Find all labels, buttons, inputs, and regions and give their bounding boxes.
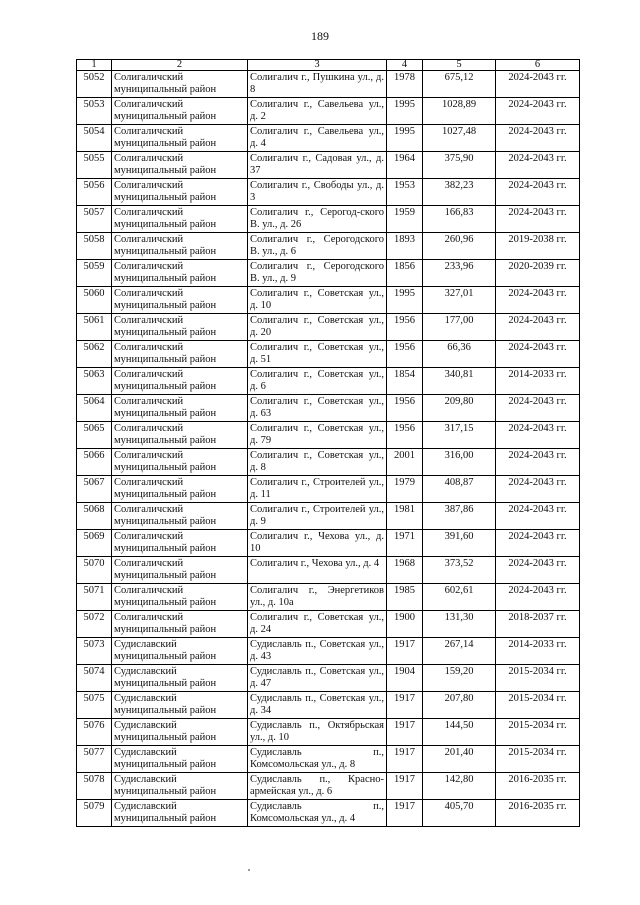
- table-row: [77, 692, 580, 719]
- period-cell: 2019-2038 гг.: [496, 233, 580, 260]
- address-cell: Солигалич г., Савельева ул., д. 4: [248, 125, 387, 152]
- area-cell: 408,87: [423, 476, 496, 503]
- table-row: [77, 152, 580, 179]
- area-cell: 316,00: [423, 449, 496, 476]
- year-cell: 1978: [387, 71, 423, 98]
- page-number: 189: [311, 29, 329, 43]
- header-col-2: 2: [112, 60, 248, 71]
- row-number: 5055: [77, 152, 112, 179]
- address-cell: Судиславль п., Комсомольская ул., д. 8: [248, 746, 387, 773]
- area-cell: 131,30: [423, 611, 496, 638]
- district-cell: Судиславский муниципальный район: [112, 719, 248, 746]
- area-cell: 387,86: [423, 503, 496, 530]
- district-cell: Солигаличский муниципальный район: [112, 449, 248, 476]
- year-cell: 1956: [387, 341, 423, 368]
- area-cell: 260,96: [423, 233, 496, 260]
- table-row: [77, 557, 580, 584]
- area-cell: 201,40: [423, 746, 496, 773]
- row-number: 5062: [77, 341, 112, 368]
- year-cell: 1968: [387, 557, 423, 584]
- row-number: 5072: [77, 611, 112, 638]
- address-cell: Солигалич г., Советская ул., д. 10: [248, 287, 387, 314]
- area-cell: 144,50: [423, 719, 496, 746]
- row-number: 5067: [77, 476, 112, 503]
- area-cell: 373,52: [423, 557, 496, 584]
- period-cell: 2024-2043 гг.: [496, 125, 580, 152]
- row-number: 5069: [77, 530, 112, 557]
- year-cell: 1917: [387, 773, 423, 800]
- table-row: [77, 260, 580, 287]
- table-row: [77, 314, 580, 341]
- area-cell: 382,23: [423, 179, 496, 206]
- area-cell: 142,80: [423, 773, 496, 800]
- header-col-5: 5: [423, 60, 496, 71]
- table-row: [77, 719, 580, 746]
- district-cell: Солигаличский муниципальный район: [112, 287, 248, 314]
- period-cell: 2016-2035 гг.: [496, 773, 580, 800]
- district-cell: Солигаличский муниципальный район: [112, 422, 248, 449]
- table-row: [77, 611, 580, 638]
- scan-speck: [248, 869, 250, 871]
- year-cell: 1953: [387, 179, 423, 206]
- year-cell: 1956: [387, 422, 423, 449]
- area-cell: 375,90: [423, 152, 496, 179]
- address-cell: Солигалич г., Энергетиков ул., д. 10а: [248, 584, 387, 611]
- area-cell: 317,15: [423, 422, 496, 449]
- address-cell: Солигалич г., Строителей ул., д. 11: [248, 476, 387, 503]
- district-cell: Солигаличский муниципальный район: [112, 71, 248, 98]
- table-row: [77, 530, 580, 557]
- row-number: 5064: [77, 395, 112, 422]
- table-row: [77, 206, 580, 233]
- period-cell: 2024-2043 гг.: [496, 314, 580, 341]
- district-cell: Судиславский муниципальный район: [112, 800, 248, 827]
- area-cell: 340,81: [423, 368, 496, 395]
- address-cell: Солигалич г., Пушкина ул., д. 8: [248, 71, 387, 98]
- row-number: 5076: [77, 719, 112, 746]
- row-number: 5065: [77, 422, 112, 449]
- row-number: 5075: [77, 692, 112, 719]
- period-cell: 2015-2034 гг.: [496, 719, 580, 746]
- table-row: [77, 287, 580, 314]
- address-cell: Солигалич г., Савельева ул., д. 2: [248, 98, 387, 125]
- address-cell: Солигалич г., Советская ул., д. 79: [248, 422, 387, 449]
- address-cell: Солигалич г., Серогод-ского В. ул., д. 26: [248, 206, 387, 233]
- header-col-1: 1: [77, 60, 112, 71]
- area-cell: 166,83: [423, 206, 496, 233]
- row-number: 5059: [77, 260, 112, 287]
- period-cell: 2018-2037 гг.: [496, 611, 580, 638]
- year-cell: 1904: [387, 665, 423, 692]
- housing-registry-table: [76, 59, 580, 827]
- address-cell: Судиславль п., Красно-армейская ул., д. 6: [248, 773, 387, 800]
- table-row: [77, 665, 580, 692]
- district-cell: Солигаличский муниципальный район: [112, 530, 248, 557]
- table-row: [77, 179, 580, 206]
- address-cell: Солигалич г., Советская ул., д. 20: [248, 314, 387, 341]
- address-cell: Солигалич г., Советская ул., д. 51: [248, 341, 387, 368]
- district-cell: Солигаличский муниципальный район: [112, 584, 248, 611]
- year-cell: 1854: [387, 368, 423, 395]
- period-cell: 2024-2043 гг.: [496, 152, 580, 179]
- year-cell: 1979: [387, 476, 423, 503]
- district-cell: Солигаличский муниципальный район: [112, 341, 248, 368]
- row-number: 5056: [77, 179, 112, 206]
- area-cell: 233,96: [423, 260, 496, 287]
- district-cell: Судиславский муниципальный район: [112, 773, 248, 800]
- row-number: 5073: [77, 638, 112, 665]
- year-cell: 2001: [387, 449, 423, 476]
- period-cell: 2024-2043 гг.: [496, 449, 580, 476]
- period-cell: 2024-2043 гг.: [496, 530, 580, 557]
- address-cell: Солигалич г., Чехова ул., д. 4: [248, 557, 387, 584]
- row-number: 5074: [77, 665, 112, 692]
- district-cell: Солигаличский муниципальный район: [112, 152, 248, 179]
- period-cell: 2014-2033 гг.: [496, 638, 580, 665]
- area-cell: 327,01: [423, 287, 496, 314]
- district-cell: Солигаличский муниципальный район: [112, 233, 248, 260]
- row-number: 5078: [77, 773, 112, 800]
- table-row: [77, 638, 580, 665]
- period-cell: 2020-2039 гг.: [496, 260, 580, 287]
- table-row: [77, 422, 580, 449]
- area-cell: 1027,48: [423, 125, 496, 152]
- period-cell: 2024-2043 гг.: [496, 179, 580, 206]
- period-cell: 2024-2043 гг.: [496, 557, 580, 584]
- row-number: 5060: [77, 287, 112, 314]
- area-cell: 602,61: [423, 584, 496, 611]
- table-row: [77, 341, 580, 368]
- district-cell: Судиславский муниципальный район: [112, 692, 248, 719]
- address-cell: Солигалич г., Серогодского В. ул., д. 9: [248, 260, 387, 287]
- area-cell: 159,20: [423, 665, 496, 692]
- district-cell: Солигаличский муниципальный район: [112, 503, 248, 530]
- area-cell: 207,80: [423, 692, 496, 719]
- header-col-3: 3: [248, 60, 387, 71]
- row-number: 5071: [77, 584, 112, 611]
- area-cell: 209,80: [423, 395, 496, 422]
- row-number: 5058: [77, 233, 112, 260]
- period-cell: 2015-2034 гг.: [496, 692, 580, 719]
- period-cell: 2024-2043 гг.: [496, 476, 580, 503]
- period-cell: 2024-2043 гг.: [496, 98, 580, 125]
- area-cell: 66,36: [423, 341, 496, 368]
- row-number: 5052: [77, 71, 112, 98]
- table-row: [77, 476, 580, 503]
- year-cell: 1956: [387, 395, 423, 422]
- year-cell: 1893: [387, 233, 423, 260]
- address-cell: Судиславль п., Комсомольская ул., д. 4: [248, 800, 387, 827]
- row-number: 5054: [77, 125, 112, 152]
- period-cell: 2024-2043 гг.: [496, 287, 580, 314]
- period-cell: 2024-2043 гг.: [496, 71, 580, 98]
- row-number: 5063: [77, 368, 112, 395]
- district-cell: Солигаличский муниципальный район: [112, 98, 248, 125]
- table-row: [77, 233, 580, 260]
- district-cell: Солигаличский муниципальный район: [112, 314, 248, 341]
- row-number: 5057: [77, 206, 112, 233]
- period-cell: 2024-2043 гг.: [496, 584, 580, 611]
- row-number: 5066: [77, 449, 112, 476]
- district-cell: Солигаличский муниципальный район: [112, 395, 248, 422]
- year-cell: 1917: [387, 692, 423, 719]
- period-cell: 2016-2035 гг.: [496, 800, 580, 827]
- address-cell: Солигалич г., Советская ул., д. 8: [248, 449, 387, 476]
- area-cell: 1028,89: [423, 98, 496, 125]
- year-cell: 1981: [387, 503, 423, 530]
- address-cell: Солигалич г., Советская ул., д. 63: [248, 395, 387, 422]
- period-cell: 2024-2043 гг.: [496, 422, 580, 449]
- header-col-6: 6: [496, 60, 580, 71]
- address-cell: Судиславль п., Советская ул., д. 34: [248, 692, 387, 719]
- period-cell: 2015-2034 гг.: [496, 665, 580, 692]
- district-cell: Солигаличский муниципальный район: [112, 179, 248, 206]
- table-row: [77, 773, 580, 800]
- row-number: 5053: [77, 98, 112, 125]
- table-row: [77, 800, 580, 827]
- district-cell: Судиславский муниципальный район: [112, 638, 248, 665]
- row-number: 5077: [77, 746, 112, 773]
- row-number: 5070: [77, 557, 112, 584]
- row-number: 5079: [77, 800, 112, 827]
- area-cell: 675,12: [423, 71, 496, 98]
- year-cell: 1964: [387, 152, 423, 179]
- table-row: [77, 746, 580, 773]
- address-cell: Судиславль п., Советская ул., д. 43: [248, 638, 387, 665]
- year-cell: 1985: [387, 584, 423, 611]
- table-row: [77, 71, 580, 98]
- year-cell: 1917: [387, 800, 423, 827]
- district-cell: Солигаличский муниципальный район: [112, 611, 248, 638]
- area-cell: 391,60: [423, 530, 496, 557]
- area-cell: 405,70: [423, 800, 496, 827]
- table-row: [77, 449, 580, 476]
- period-cell: 2015-2034 гг.: [496, 746, 580, 773]
- district-cell: Солигаличский муниципальный район: [112, 368, 248, 395]
- address-cell: Солигалич г., Советская ул., д. 24: [248, 611, 387, 638]
- district-cell: Солигаличский муниципальный район: [112, 557, 248, 584]
- district-cell: Солигаличский муниципальный район: [112, 125, 248, 152]
- period-cell: 2024-2043 гг.: [496, 395, 580, 422]
- address-cell: Солигалич г., Садовая ул., д. 37: [248, 152, 387, 179]
- area-cell: 177,00: [423, 314, 496, 341]
- district-cell: Солигаличский муниципальный район: [112, 260, 248, 287]
- header-col-4: 4: [387, 60, 423, 71]
- row-number: 5061: [77, 314, 112, 341]
- year-cell: 1995: [387, 287, 423, 314]
- year-cell: 1917: [387, 719, 423, 746]
- period-cell: 2024-2043 гг.: [496, 503, 580, 530]
- table-row: [77, 503, 580, 530]
- address-cell: Солигалич г., Чехова ул., д. 10: [248, 530, 387, 557]
- table-row: [77, 584, 580, 611]
- area-cell: 267,14: [423, 638, 496, 665]
- period-cell: 2024-2043 гг.: [496, 341, 580, 368]
- year-cell: 1995: [387, 125, 423, 152]
- year-cell: 1900: [387, 611, 423, 638]
- address-cell: Солигалич г., Советская ул., д. 6: [248, 368, 387, 395]
- table-header: [77, 60, 580, 71]
- table-row: [77, 368, 580, 395]
- year-cell: 1856: [387, 260, 423, 287]
- district-cell: Судиславский муниципальный район: [112, 665, 248, 692]
- year-cell: 1956: [387, 314, 423, 341]
- period-cell: 2024-2043 гг.: [496, 206, 580, 233]
- address-cell: Судиславль п., Октябрьская ул., д. 10: [248, 719, 387, 746]
- district-cell: Солигаличский муниципальный район: [112, 206, 248, 233]
- year-cell: 1959: [387, 206, 423, 233]
- district-cell: Солигаличский муниципальный район: [112, 476, 248, 503]
- year-cell: 1995: [387, 98, 423, 125]
- district-cell: Судиславский муниципальный район: [112, 746, 248, 773]
- period-cell: 2014-2033 гг.: [496, 368, 580, 395]
- year-cell: 1971: [387, 530, 423, 557]
- table-body: [77, 71, 580, 827]
- year-cell: 1917: [387, 638, 423, 665]
- table-row: [77, 125, 580, 152]
- address-cell: Солигалич г., Строителей ул., д. 9: [248, 503, 387, 530]
- header-row: [77, 60, 580, 71]
- table-row: [77, 98, 580, 125]
- row-number: 5068: [77, 503, 112, 530]
- year-cell: 1917: [387, 746, 423, 773]
- table-row: [77, 395, 580, 422]
- address-cell: Судиславль п., Советская ул., д. 47: [248, 665, 387, 692]
- address-cell: Солигалич г., Свободы ул., д. 3: [248, 179, 387, 206]
- address-cell: Солигалич г., Серогодского В. ул., д. 6: [248, 233, 387, 260]
